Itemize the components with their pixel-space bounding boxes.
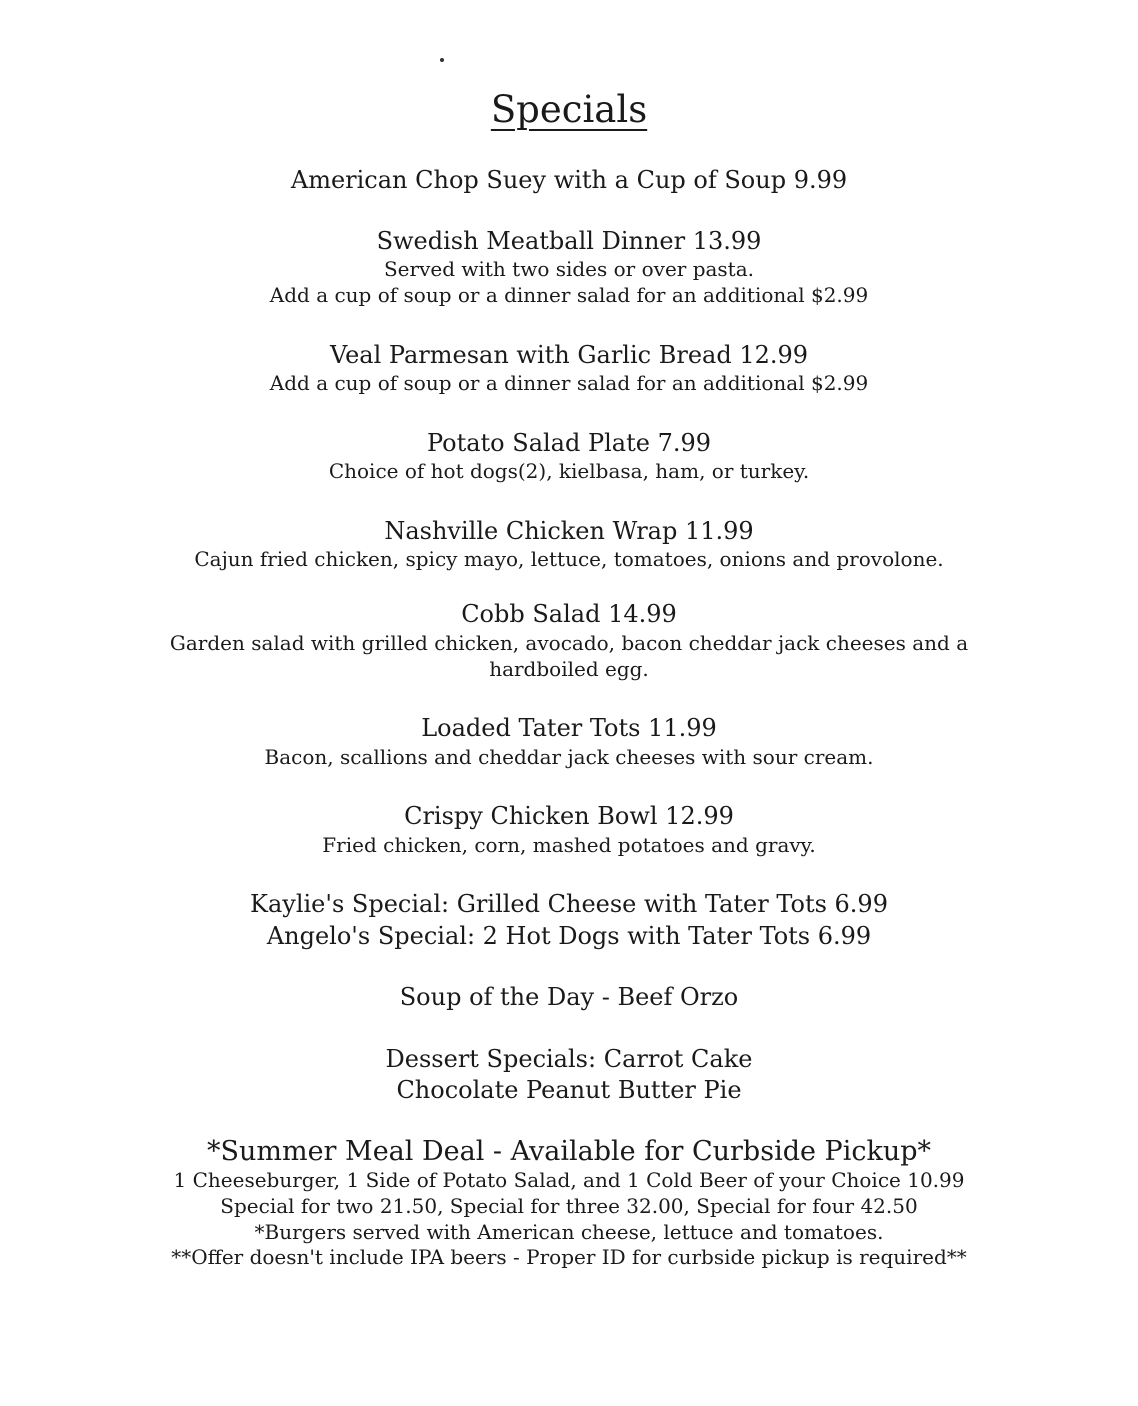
item-name: Potato Salad Plate 7.99 [426, 429, 712, 457]
kids-special: Kaylie's Special: Grilled Cheese with Tater Tots 6.99 [250, 890, 888, 918]
item-description: Add a cup of soup or a dinner salad for an additional $2.99 [269, 371, 869, 395]
page-title: Specials [490, 88, 648, 131]
summer-deal-line: **Offer doesn't include IPA beers - Proper ID for curbside pickup is required** [171, 1245, 967, 1269]
summer-deal-heading: *Summer Meal Deal - Available for Curbside Pickup* [206, 1136, 932, 1167]
item-description: Add a cup of soup or a dinner salad for an additional $2.99 [269, 283, 869, 307]
soup-of-the-day: Soup of the Day - Beef Orzo [399, 983, 739, 1011]
item-description: Garden salad with grilled chicken, avocado, bacon cheddar jack cheeses and a [169, 631, 969, 655]
item-name: Nashville Chicken Wrap 11.99 [384, 517, 754, 545]
item-name: Swedish Meatball Dinner 13.99 [376, 227, 762, 255]
item-name: Veal Parmesan with Garlic Bread 12.99 [329, 341, 809, 369]
dessert-special: Dessert Specials: Carrot Cake [385, 1045, 753, 1073]
summer-deal-line: 1 Cheeseburger, 1 Side of Potato Salad, and 1 Cold Beer of your Choice 10.99 [173, 1168, 965, 1192]
item-name: Crispy Chicken Bowl 12.99 [404, 802, 734, 830]
item-description: Cajun fried chicken, spicy mayo, lettuce, tomatoes, onions and provolone. [194, 547, 944, 571]
item-description: Bacon, scallions and cheddar jack cheeses with sour cream. [264, 745, 874, 769]
kids-special: Angelo's Special: 2 Hot Dogs with Tater Tots 6.99 [266, 922, 872, 950]
item-name: Loaded Tater Tots 11.99 [421, 714, 717, 742]
item-name: American Chop Suey with a Cup of Soup 9.99 [290, 166, 848, 194]
item-description: Served with two sides or over pasta. [383, 257, 755, 281]
item-description: hardboiled egg. [489, 657, 649, 681]
item-description: Choice of hot dogs(2), kielbasa, ham, or turkey. [328, 459, 810, 483]
summer-deal-line: Special for two 21.50, Special for three 32.00, Special for four 42.50 [220, 1194, 918, 1218]
item-name: Cobb Salad 14.99 [461, 600, 677, 628]
dessert-special: Chocolate Peanut Butter Pie [396, 1076, 742, 1104]
stray-mark [440, 58, 444, 62]
item-description: Fried chicken, corn, mashed potatoes and gravy. [322, 833, 816, 857]
summer-deal-line: *Burgers served with American cheese, lettuce and tomatoes. [254, 1220, 884, 1244]
